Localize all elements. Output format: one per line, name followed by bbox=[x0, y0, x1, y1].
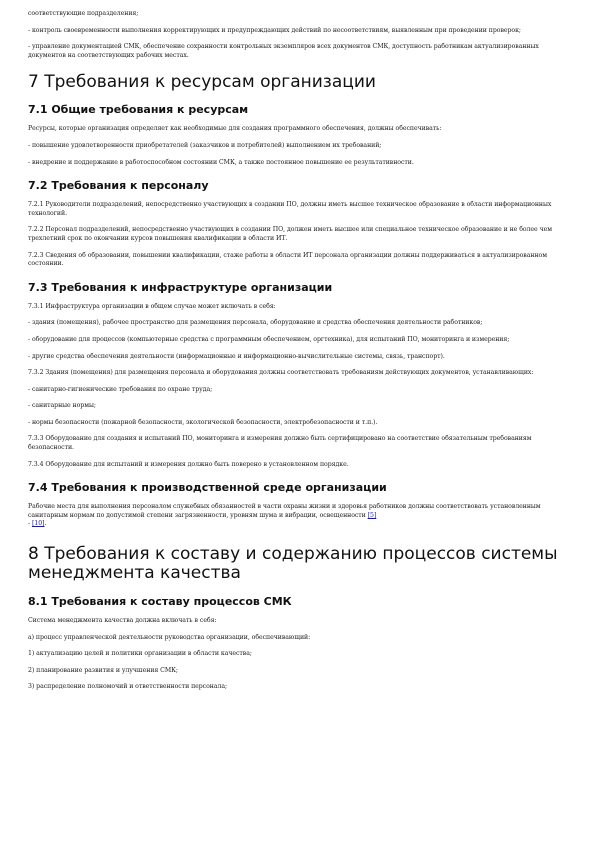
paragraph: Ресурсы, которые организация определяет как необходимые для создания программного обеспечения, должны обеспечивать: bbox=[28, 125, 442, 133]
paragraph: 7.3.3 Оборудование для создания и испытаний ПО, мониторинга и измерения должно быть сертифицировано на соответствие обязательным требованиям безопасности. bbox=[28, 435, 532, 452]
reference-link[interactable]: [10] bbox=[31, 520, 45, 528]
reference-link[interactable]: [5] bbox=[367, 511, 377, 519]
paragraph: - другие средства обеспечения деятельности (информационные и информационно-вычислительные системы, связь, транспорт). bbox=[28, 352, 445, 360]
paragraph: 7.2.3 Сведения об образовании, повышении квалификации, стаже работы в области ИТ персонала организации должны поддерживаться в актуализированном состоянии. bbox=[28, 251, 547, 268]
paragraph: соответствующие подразделения; bbox=[28, 10, 139, 17]
paragraph: Система менеджмента качества должна включать в себя: bbox=[28, 617, 217, 625]
paragraph: 7.3.1 Инфраструктура организации в общем случае может включать в себя: bbox=[28, 302, 276, 310]
subsection-heading-7-1: 7.1 Общие требования к ресурсам bbox=[28, 103, 249, 117]
paragraph: 7.2.2 Персонал подразделений, непосредственно участвующих в создании ПО, должен иметь высшее или специальное техническое образование и не более чем трехлетний срок по окончании курсов повышения квалификации в области ИТ. bbox=[28, 226, 552, 242]
subsection-heading-7-2: 7.2 Требования к персоналу bbox=[28, 179, 209, 193]
paragraph: 1) актуализацию целей и политики организации в области качества; bbox=[28, 650, 252, 658]
paragraph: - внедрение и поддержание в работоспособном состоянии СМК, а также постоянное повышение ее результативности. bbox=[28, 158, 414, 166]
paragraph: - здания (помещения), рабочее пространство для размещения персонала, оборудование и средства обеспечения деятельности работников; bbox=[28, 319, 483, 327]
paragraph-text: Рабочие места для выполнения персоналом служебных обязанностей в части охраны жизни и здоровья работников должны соответствовать установленным санитарным нормам по допустимой степени загрязненности, уровням шума и вибрации, освещенности bbox=[28, 503, 541, 519]
dash: - bbox=[28, 520, 31, 528]
paragraph: 7.3.4 Оборудование для испытаний и измерения должно быть поверено в установленном порядке. bbox=[28, 460, 349, 468]
subsection-heading-7-3: 7.3 Требования к инфраструктуре организации bbox=[28, 280, 333, 294]
paragraph: 3) распределение полномочий и ответственности персонала; bbox=[28, 683, 228, 691]
subsection-heading-8-1: 8.1 Требования к составу процессов СМК bbox=[28, 595, 292, 609]
paragraph: - повышение удовлетворенности приобретателей (заказчиков и потребителей) выполнением их требований; bbox=[28, 141, 382, 149]
paragraph: 7.3.2 Здания (помещения) для размещения персонала и оборудования должны соответствовать требованиям действующих документов, устанавливающих: bbox=[28, 369, 534, 377]
paragraph bbox=[28, 503, 565, 529]
section-heading-7: 7 Требования к ресурсам организации bbox=[28, 72, 376, 93]
paragraph: - нормы безопасности (пожарной безопасности, экологической безопасности, электробезопасности и т.п.). bbox=[28, 418, 378, 426]
paragraph: - оборудование для процессов (компьютерные средства с программным обеспечением, оргтехника), для испытаний ПО, мониторинга и измерения; bbox=[28, 335, 510, 343]
paragraph: - санитарные нормы; bbox=[28, 402, 96, 410]
paragraph: а) процесс управленческой деятельности руководства организации, обеспечивающий: bbox=[28, 633, 311, 641]
paragraph: - контроль своевременности выполнения корректирующих и предупреждающих действий по несоответствиям, выявленным при проведении проверок; bbox=[28, 26, 521, 34]
subsection-heading-7-4: 7.4 Требования к производственной среде организации bbox=[28, 481, 387, 495]
paragraph: - управление документацией СМК, обеспечение сохранности контрольных экземпляров всех документов СМК, доступность работникам актуализированных документов на соответствующих рабочих местах. bbox=[28, 43, 539, 59]
paragraph: - санитарно-гигиенические требования по охране труда; bbox=[28, 385, 213, 393]
paragraph: 2) планирование развития и улучшения СМК; bbox=[28, 666, 178, 674]
paragraph: 7.2.1 Руководители подразделений, непосредственно участвующих в создании ПО, должны иметь высшее техническое образование в области информационных технологий. bbox=[28, 201, 552, 217]
section-heading-8: 8 Требования к составу и содержанию процессов системы менеджмента качества bbox=[28, 544, 558, 584]
period: . bbox=[44, 520, 47, 528]
